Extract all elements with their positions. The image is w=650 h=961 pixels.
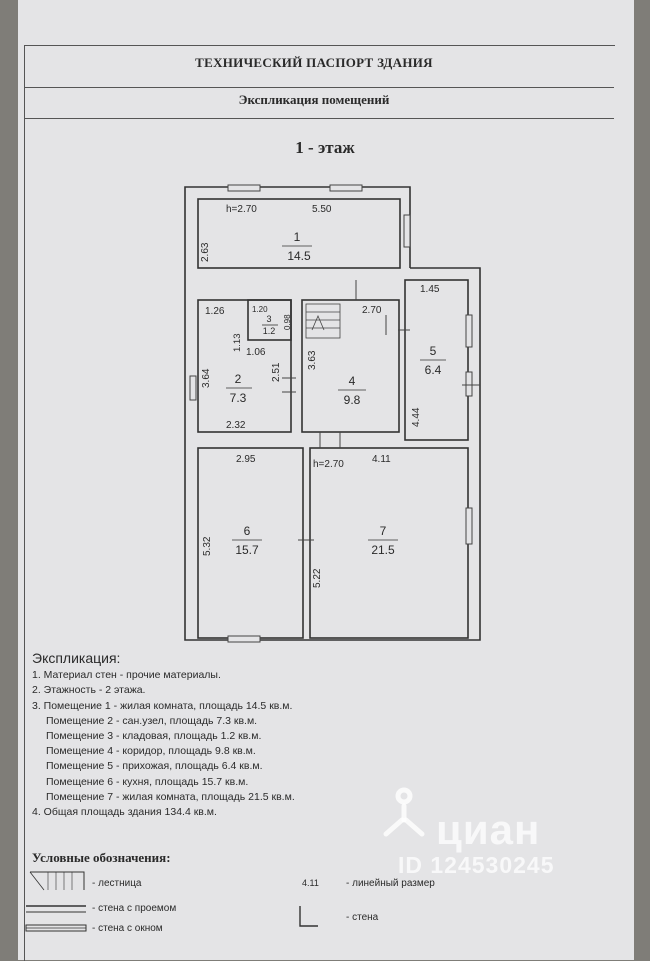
- cian-logo-icon: [380, 786, 430, 846]
- room-7-area: 21.5: [371, 543, 395, 557]
- dim-r6-height: 5.32: [202, 536, 213, 556]
- dim-r2-mid: 1.06: [246, 347, 266, 358]
- explication-line: 2. Этажность - 2 этажа.: [32, 684, 146, 697]
- explication-room-line: Помещение 3 - кладовая, площадь 1.2 кв.м.: [46, 730, 262, 743]
- dim-r2-inner: 2.51: [271, 362, 282, 382]
- document-title: ТЕХНИЧЕСКИЙ ПАСПОРТ ЗДАНИЯ: [195, 55, 433, 70]
- explication-room-line: Помещение 2 - сан.узел, площадь 7.3 кв.м.: [46, 714, 258, 727]
- dim-r1-width: 5.50: [312, 204, 332, 215]
- dim-r2-width-bottom: 2.32: [226, 420, 246, 431]
- explication-line: 1. Материал стен - прочие материалы.: [32, 669, 221, 682]
- room-labels: [226, 230, 446, 557]
- explication-room-line: Помещение 4 - коридор, площадь 9.8 кв.м.: [46, 745, 256, 758]
- dim-r4-height: 3.63: [307, 350, 318, 370]
- room-2-area: 7.3: [229, 391, 247, 405]
- dim-r2-width-top: 1.26: [205, 306, 225, 317]
- explication-line: 3. Помещение 1 - жилая комната, площадь 14.5 кв.м.: [32, 699, 293, 712]
- room-1-area: 14.5: [287, 249, 311, 263]
- dim-r7-width: 4.11: [372, 454, 391, 465]
- dim-r7-height: 5.22: [312, 568, 323, 588]
- explication-heading: Экспликация:: [32, 650, 121, 666]
- legend-stairs-label: - лестница: [92, 878, 142, 889]
- room-2-number: 2: [234, 372, 242, 386]
- legend-wall-label: - стена: [346, 912, 379, 923]
- legend-symbols: [26, 872, 318, 931]
- dim-r2-height: 3.64: [201, 368, 212, 388]
- legend-stairs-icon: [30, 872, 84, 890]
- room-4-number: 4: [348, 374, 356, 388]
- plan-windows: [190, 185, 472, 642]
- watermark-id: ID 124530245: [398, 852, 555, 878]
- dim-r5-height: 4.44: [411, 407, 422, 427]
- dim-r2-small: 1.13: [232, 333, 243, 352]
- dim-r3-height: 0.98: [283, 314, 292, 330]
- stairs-icon: [306, 304, 340, 338]
- legend-wall-window-label: - стена с окном: [92, 923, 163, 934]
- legend-wall-icon: [300, 906, 318, 926]
- explication-total: 4. Общая площадь здания 134.4 кв.м.: [32, 806, 217, 819]
- room-5-number: 5: [429, 344, 437, 358]
- room-3-number: 3: [266, 314, 272, 324]
- dim-r1-height: 2.63: [200, 242, 211, 262]
- dim-r6-width: 2.95: [236, 454, 256, 465]
- dim-r5-width: 1.45: [420, 284, 440, 295]
- legend-title: Условные обозначения:: [32, 850, 171, 865]
- room-3-area: 1.2: [262, 326, 276, 336]
- explication-room-line: Помещение 5 - прихожая, площадь 6.4 кв.м.: [46, 760, 263, 773]
- explication-room-line: Помещение 7 - жилая комната, площадь 21.5 кв.м.: [46, 790, 295, 803]
- legend-wall-opening-icon: [26, 906, 86, 912]
- floor-title: 1 - этаж: [295, 138, 355, 157]
- legend-wall-opening-label: - стена с проемом: [92, 903, 177, 914]
- room-7-number: 7: [379, 524, 387, 538]
- legend-dim-sample: 4.11: [302, 878, 319, 888]
- room-5-area: 6.4: [424, 363, 442, 377]
- room-6-number: 6: [243, 524, 251, 538]
- explication-room-line: Помещение 6 - кухня, площадь 15.7 кв.м.: [46, 775, 249, 788]
- room-4-area: 9.8: [343, 393, 361, 407]
- legend-linear-dim-label: - линейный размер: [346, 878, 435, 889]
- dim-r3-width: 1.20: [252, 305, 268, 314]
- room-6-area: 15.7: [235, 543, 259, 557]
- dim-r4-width: 2.70: [362, 305, 382, 316]
- explication: [32, 651, 592, 820]
- room-1-number: 1: [293, 230, 301, 244]
- plan-walls: [185, 187, 480, 640]
- dim-h-top: h=2.70: [226, 204, 257, 215]
- legend-wall-window-icon: [26, 925, 86, 931]
- dim-h-mid: h=2.70: [313, 459, 344, 470]
- watermark-brand: циан: [436, 806, 541, 853]
- document-subtitle: Экспликация помещений: [238, 92, 390, 107]
- plan-doors: [282, 280, 480, 540]
